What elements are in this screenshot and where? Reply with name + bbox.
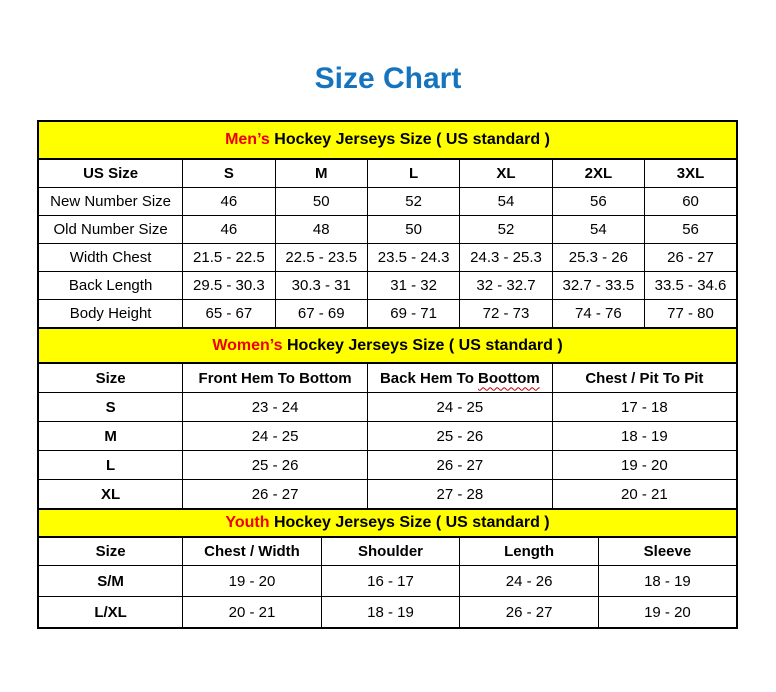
page-title: Size Chart xyxy=(314,62,462,95)
value-cell: 26 - 27 xyxy=(367,451,552,480)
value-cell: 23 - 24 xyxy=(183,393,368,422)
value-cell: 22.5 - 23.5 xyxy=(275,244,367,272)
table-row xyxy=(38,597,737,629)
column-header-text: Back Hem To xyxy=(379,369,479,387)
value-cell: 26 - 27 xyxy=(645,244,737,272)
value-cell: 65 - 67 xyxy=(183,300,275,329)
section-band-rest: Hockey Jerseys Size ( US standard ) xyxy=(282,336,563,354)
womens-header-row xyxy=(38,363,737,393)
value-cell: 32.7 - 33.5 xyxy=(552,272,644,300)
row-label-cell: Back Length xyxy=(38,272,183,300)
value-cell: 72 - 73 xyxy=(460,300,552,329)
value-cell: 25 - 26 xyxy=(367,422,552,451)
youth-size-table xyxy=(37,508,738,629)
value-cell: 24 - 26 xyxy=(460,566,599,597)
table-row xyxy=(38,480,737,510)
column-header: M xyxy=(275,159,367,188)
value-cell: 52 xyxy=(460,216,552,244)
value-cell: 33.5 - 34.6 xyxy=(645,272,737,300)
column-header: Size xyxy=(38,537,183,566)
womens-size-table xyxy=(37,327,738,510)
row-label-cell: S xyxy=(38,393,183,422)
row-label-cell: M xyxy=(38,422,183,451)
misspelled-word: Boottom xyxy=(478,369,540,387)
column-header: Front Hem To Bottom xyxy=(183,363,368,393)
womens-section-band xyxy=(38,328,737,363)
table-row xyxy=(38,300,737,329)
value-cell: 30.3 - 31 xyxy=(275,272,367,300)
value-cell: 26 - 27 xyxy=(183,480,368,510)
table-row xyxy=(38,272,737,300)
value-cell: 46 xyxy=(183,216,275,244)
section-band-rest: Hockey Jerseys Size ( US standard ) xyxy=(269,131,550,148)
value-cell: 23.5 - 24.3 xyxy=(367,244,459,272)
row-label-cell: Width Chest xyxy=(38,244,183,272)
value-cell: 56 xyxy=(552,188,644,216)
section-band-title xyxy=(38,328,737,363)
column-header: Chest / Width xyxy=(183,537,322,566)
table-row xyxy=(38,393,737,422)
column-header: Shoulder xyxy=(321,537,460,566)
value-cell: 24 - 25 xyxy=(367,393,552,422)
value-cell: 69 - 71 xyxy=(367,300,459,329)
section-band-highlight: Men’s xyxy=(225,131,270,148)
youth-header-row xyxy=(38,537,737,566)
table-row xyxy=(38,216,737,244)
value-cell: 60 xyxy=(645,188,737,216)
column-header: L xyxy=(367,159,459,188)
row-label-cell: Body Height xyxy=(38,300,183,329)
column-header: 3XL xyxy=(645,159,737,188)
value-cell: 29.5 - 30.3 xyxy=(183,272,275,300)
column-header: Size xyxy=(38,363,183,393)
section-band-rest: Hockey Jerseys Size ( US standard ) xyxy=(269,514,550,531)
youth-section-band xyxy=(38,509,737,537)
table-row xyxy=(38,422,737,451)
value-cell: 20 - 21 xyxy=(552,480,737,510)
row-label-cell: XL xyxy=(38,480,183,510)
value-cell: 16 - 17 xyxy=(321,566,460,597)
row-label-cell: S/M xyxy=(38,566,183,597)
value-cell: 46 xyxy=(183,188,275,216)
value-cell: 77 - 80 xyxy=(645,300,737,329)
column-header: US Size xyxy=(38,159,183,188)
value-cell: 24 - 25 xyxy=(183,422,368,451)
value-cell: 32 - 32.7 xyxy=(460,272,552,300)
section-band-title xyxy=(38,121,737,159)
size-tables-container xyxy=(37,120,738,629)
value-cell: 26 - 27 xyxy=(460,597,599,629)
section-band-highlight: Women’s xyxy=(212,336,283,354)
column-header xyxy=(367,363,552,393)
column-header: Chest / Pit To Pit xyxy=(552,363,737,393)
row-label-cell: Old Number Size xyxy=(38,216,183,244)
value-cell: 18 - 19 xyxy=(598,566,737,597)
mens-section-band xyxy=(38,121,737,159)
value-cell: 27 - 28 xyxy=(367,480,552,510)
row-label-cell: L/XL xyxy=(38,597,183,629)
value-cell: 19 - 20 xyxy=(183,566,322,597)
section-band-title xyxy=(38,509,737,537)
value-cell: 19 - 20 xyxy=(598,597,737,629)
column-header: Length xyxy=(460,537,599,566)
row-label-cell: New Number Size xyxy=(38,188,183,216)
column-header: S xyxy=(183,159,275,188)
value-cell: 31 - 32 xyxy=(367,272,459,300)
section-band-highlight: Youth xyxy=(225,514,270,531)
value-cell: 52 xyxy=(367,188,459,216)
row-label-cell: L xyxy=(38,451,183,480)
value-cell: 74 - 76 xyxy=(552,300,644,329)
value-cell: 20 - 21 xyxy=(183,597,322,629)
value-cell: 17 - 18 xyxy=(552,393,737,422)
mens-header-row xyxy=(38,159,737,188)
value-cell: 18 - 19 xyxy=(552,422,737,451)
table-row xyxy=(38,451,737,480)
mens-size-table xyxy=(37,120,738,329)
column-header: Sleeve xyxy=(598,537,737,566)
value-cell: 21.5 - 22.5 xyxy=(183,244,275,272)
table-row xyxy=(38,188,737,216)
table-row xyxy=(38,244,737,272)
value-cell: 54 xyxy=(552,216,644,244)
value-cell: 25 - 26 xyxy=(183,451,368,480)
value-cell: 18 - 19 xyxy=(321,597,460,629)
value-cell: 24.3 - 25.3 xyxy=(460,244,552,272)
value-cell: 54 xyxy=(460,188,552,216)
table-row xyxy=(38,566,737,597)
value-cell: 50 xyxy=(275,188,367,216)
value-cell: 50 xyxy=(367,216,459,244)
value-cell: 25.3 - 26 xyxy=(552,244,644,272)
value-cell: 67 - 69 xyxy=(275,300,367,329)
column-header: 2XL xyxy=(552,159,644,188)
value-cell: 56 xyxy=(645,216,737,244)
value-cell: 19 - 20 xyxy=(552,451,737,480)
column-header: XL xyxy=(460,159,552,188)
value-cell: 48 xyxy=(275,216,367,244)
